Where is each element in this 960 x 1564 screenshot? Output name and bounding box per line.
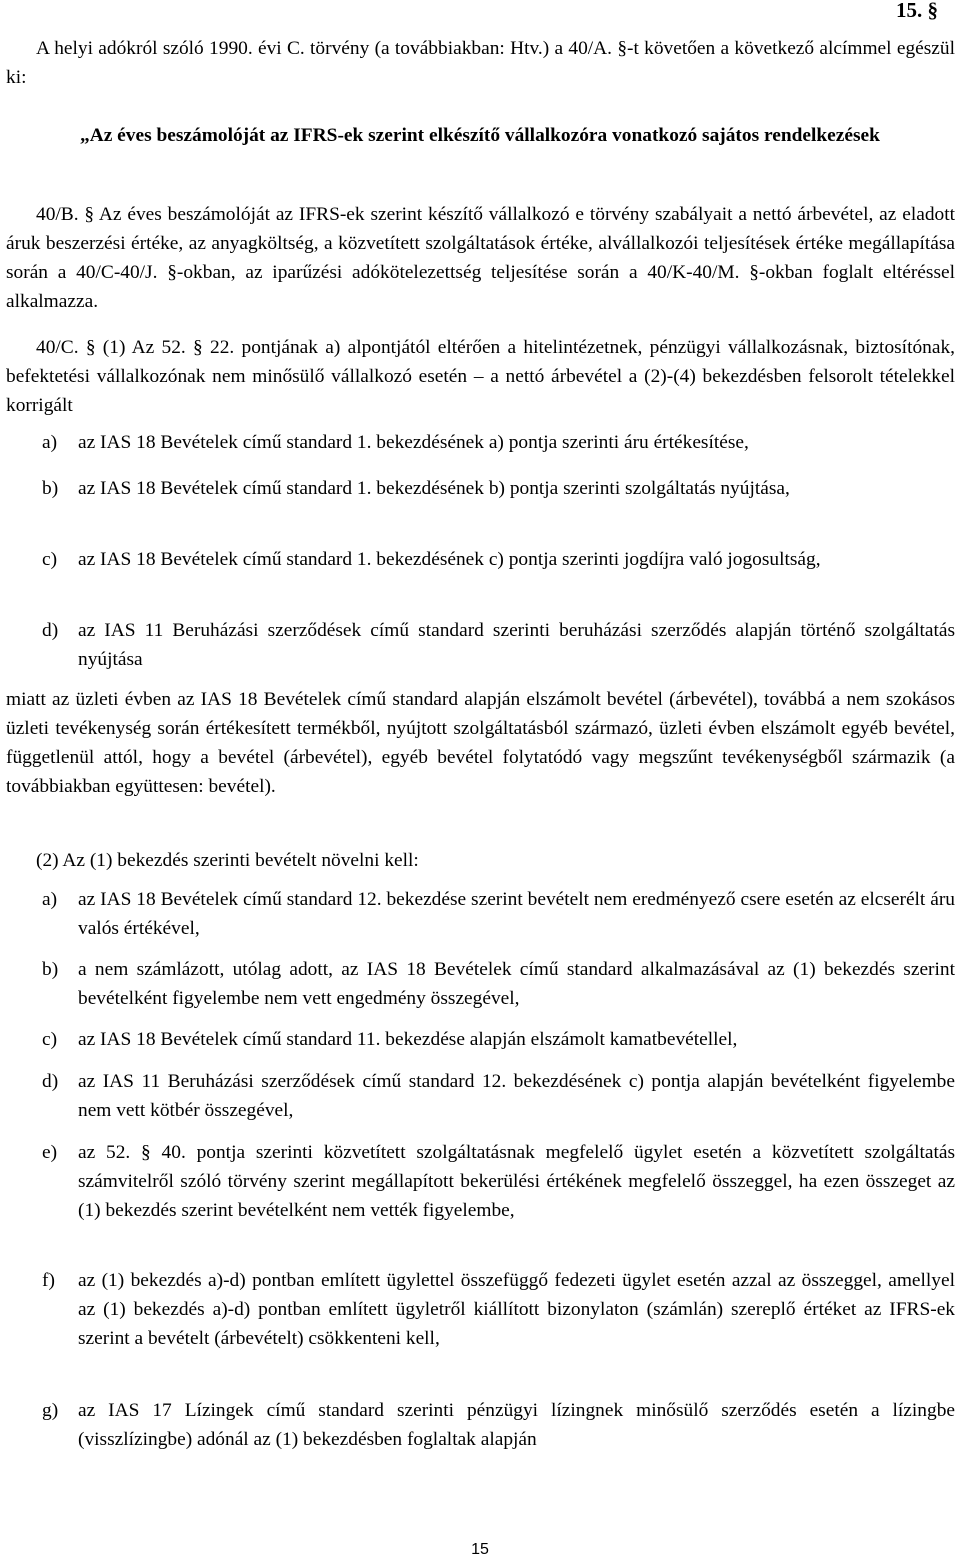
list-letter: a) xyxy=(42,889,58,910)
list-text: az 52. § 40. pontja szerinti közvetített szolgáltatásnak megfelelő ügylet esetén a közvetített szolgáltatás számvitelről szóló törvény szerint megállapított bekerülési értékének megfelelő összeggel, ha ezen összeget az (1) bekezdés szerint bevételként nem vették figyelembe, xyxy=(78,1142,955,1221)
list-letter: g) xyxy=(42,1400,59,1421)
paragraph-40c-1: 40/C. § (1) Az 52. § 22. pontjának a) alpontjától eltérően a hitelintézetnek, pénzügyi vállalkozásnak, biztosítónak, befektetési vállalkozónak nem minősülő vállalkozó esetén – a nettó árbevétel a (2)-(4) bekezdésben felsorolt tételekkel korrigált xyxy=(6,337,955,416)
list-item xyxy=(6,1396,955,1454)
list-item xyxy=(6,545,955,574)
list-item xyxy=(6,885,955,943)
list-item xyxy=(6,1138,955,1225)
subsection-title: „Az éves beszámolóját az IFRS-ek szerint elkészítő vállalkozóra vonatkozó sajátos rendelkezések xyxy=(80,125,880,146)
list-item xyxy=(6,1266,955,1353)
list-item xyxy=(6,1067,955,1125)
list-letter: b) xyxy=(42,478,59,499)
list-letter: b) xyxy=(42,959,59,980)
list-text: az IAS 17 Lízingek című standard szerinti pénzügyi lízingnek minősülő szerződés esetén a lízingbe (visszlízingbe) adónál az (1) bekezdésben foglaltak alapján xyxy=(78,1400,955,1450)
list-letter: f) xyxy=(42,1270,55,1291)
list-text: az IAS 18 Bevételek című standard 11. bekezdése alapján elszámolt kamatbevétellel, xyxy=(78,1029,738,1050)
paragraph-40b: 40/B. § Az éves beszámolóját az IFRS-ek szerint készítő vállalkozó e törvény szabályait a nettó árbevétel, az eladott áruk beszerzési értéke, az anyagköltség, a közvetített szolgáltatások értéke, alvállalkozói teljesítések értéke megállapítása során a 40/C-40/J. §-okban, az iparűzési adókötelezettség teljesítése során a 40/K-40/M. §-okban foglalt eltéréssel alkalmazza. xyxy=(6,204,955,312)
paragraph-40c-2: (2) Az (1) bekezdés szerinti bevételt növelni kell: xyxy=(36,850,419,871)
list-letter: c) xyxy=(42,1029,58,1050)
list-text: az IAS 18 Bevételek című standard 1. bekezdésének b) pontja szerinti szolgáltatás nyújtása, xyxy=(78,478,790,499)
intro-paragraph: A helyi adókról szóló 1990. évi C. törvény (a továbbiakban: Htv.) a 40/A. §-t követően a következő alcímmel egészül ki: xyxy=(6,38,955,88)
list-text: az IAS 11 Beruházási szerződések című standard szerinti beruházási szerződés alapján történő szolgáltatás nyújtása xyxy=(78,620,955,670)
list-text: az IAS 18 Bevételek című standard 12. bekezdése szerint bevételt nem eredményező csere esetén az elcserélt áru valós értékével, xyxy=(78,889,955,939)
list-text: a nem számlázott, utólag adott, az IAS 18 Bevételek című standard alkalmazásával az (1) bekezdés szerint bevételként figyelembe nem vett engedmény összegével, xyxy=(78,959,955,1009)
list-text: az IAS 18 Bevételek című standard 1. bekezdésének c) pontja szerinti jogdíjra való jogosultság, xyxy=(78,549,821,570)
paragraph-miatt: miatt az üzleti évben az IAS 18 Bevételek című standard alapján elszámolt bevétel (árbevétel), továbbá a nem szokásos üzleti tevékenység során értékesített termékből, nyújtott szolgáltatásból származó, üzleti évben elszámolt egyéb bevétel, függetlenül attól, hogy a bevétel (árbevétel), egyéb bevétel folytatódó vagy megszűnt tevékenységből származik (a továbbiakban együttesen: bevétel). xyxy=(6,689,955,797)
list-text: az (1) bekezdés a)-d) pontban említett ügylettel összefüggő fedezeti ügylet esetén azzal az összeggel, amellyel az (1) bekezdés a)-d) pontban említett ügyletről kiállított bizonylaton (számlán) szereplő értéket az IFRS-ek szerint a bevételt (árbevételt) csökkenteni kell, xyxy=(78,1270,955,1349)
page-number: 15 xyxy=(471,1541,489,1558)
list-letter: a) xyxy=(42,432,58,453)
section-number: 15. § xyxy=(896,0,938,22)
list-letter: d) xyxy=(42,1071,59,1092)
list-text: az IAS 18 Bevételek című standard 1. bekezdésének a) pontja szerinti áru értékesítése, xyxy=(78,432,749,453)
list-letter: d) xyxy=(42,620,59,641)
list-item xyxy=(6,428,955,457)
list-letter: c) xyxy=(42,549,58,570)
list-item xyxy=(6,474,955,503)
list-letter: e) xyxy=(42,1142,58,1163)
list-text: az IAS 11 Beruházási szerződések című standard 12. bekezdésének c) pontja alapján bevételként figyelembe nem vett kötbér összegével, xyxy=(78,1071,955,1121)
list-item xyxy=(6,616,955,674)
list-item xyxy=(6,955,955,1013)
list-item xyxy=(6,1025,955,1054)
